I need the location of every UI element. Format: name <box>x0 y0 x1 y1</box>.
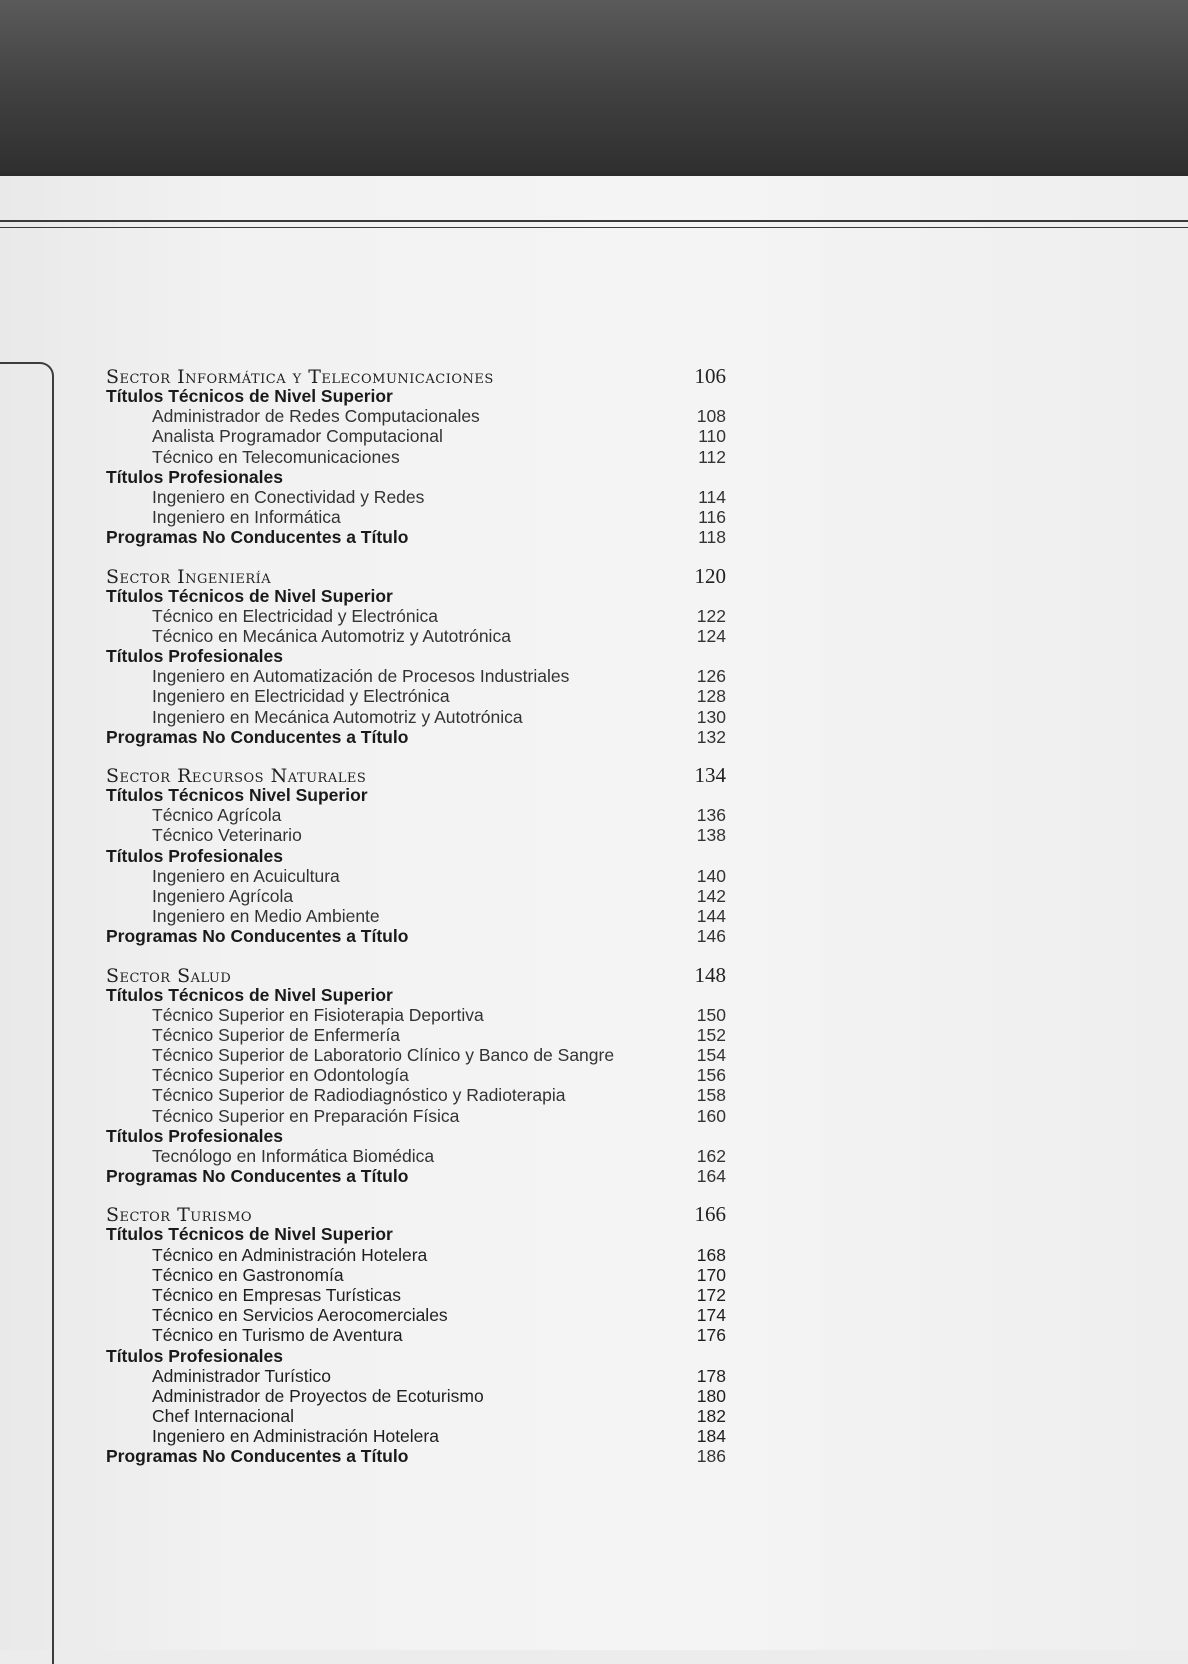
entry-title: Técnico Superior de Laboratorio Clínico y Banco de Sangre <box>152 1045 615 1066</box>
entry-title: Ingeniero en Administración Hotelera <box>152 1426 439 1447</box>
toc-entry <box>106 666 726 686</box>
entry-page-number: 162 <box>696 1146 726 1166</box>
entry-title: Administrador Turístico <box>152 1365 331 1386</box>
entry-title: Técnico en Servicios Aerocomerciales <box>152 1305 448 1326</box>
toc-entry <box>106 1045 726 1065</box>
entry-page-number: 142 <box>696 885 726 906</box>
toc-entry <box>106 866 726 886</box>
entry-page-number: 174 <box>696 1305 726 1326</box>
entry-page-number: 138 <box>696 825 726 846</box>
toc-entry <box>106 1106 726 1126</box>
toc-entry <box>106 1366 726 1386</box>
sector-page-number: 166 <box>694 1202 726 1227</box>
sector-page-number: 120 <box>694 563 726 588</box>
no-conducentes-label: Programas No Conducentes a Título <box>106 527 409 548</box>
entry-page-number: 176 <box>696 1325 726 1346</box>
entry-page-number: 108 <box>696 406 726 427</box>
toc-entry <box>106 507 726 527</box>
left-margin-bracket <box>0 362 54 1664</box>
header-rule-thin <box>0 227 1188 228</box>
entry-page-number: 130 <box>696 706 726 727</box>
toc-entry <box>106 906 726 926</box>
no-conducentes-row <box>106 727 726 747</box>
no-conducentes-label: Programas No Conducentes a Título <box>106 926 409 947</box>
toc-entry <box>106 1065 726 1085</box>
entry-page-number: 124 <box>696 625 726 646</box>
toc-entry <box>106 686 726 706</box>
no-conducentes-row <box>106 1166 726 1186</box>
toc-entry <box>106 606 726 626</box>
toc-entry <box>106 1025 726 1045</box>
sector-title: Sector Recursos Naturales <box>106 765 367 787</box>
toc-section <box>106 961 726 1187</box>
toc-entry <box>106 1146 726 1166</box>
toc-entry <box>106 626 726 646</box>
entry-title: Ingeniero en Electricidad y Electrónica <box>152 686 450 707</box>
no-conducentes-page-number: 164 <box>696 1166 726 1187</box>
profesionales-heading: Títulos Profesionales <box>106 1125 283 1146</box>
toc-entry <box>106 487 726 507</box>
entry-page-number: 112 <box>698 446 726 467</box>
toc-entry <box>106 1265 726 1285</box>
entry-title: Ingeniero en Informática <box>152 507 341 528</box>
no-conducentes-row <box>106 926 726 946</box>
profesionales-heading: Títulos Profesionales <box>106 1345 283 1366</box>
entry-title: Técnico en Mecánica Automotriz y Autotrónica <box>152 625 511 646</box>
entry-title: Administrador de Proyectos de Ecoturismo <box>152 1385 484 1406</box>
toc-entry <box>106 1426 726 1446</box>
entry-page-number: 158 <box>696 1085 726 1106</box>
no-conducentes-page-number: 146 <box>696 926 726 947</box>
toc-section <box>106 1200 726 1466</box>
entry-page-number: 126 <box>696 666 726 687</box>
document-page <box>0 176 1188 1650</box>
entry-title: Técnico en Turismo de Aventura <box>152 1325 403 1346</box>
toc-entry <box>106 406 726 426</box>
entry-title: Ingeniero en Mecánica Automotriz y Autotrónica <box>152 706 523 727</box>
toc-entry <box>106 1245 726 1265</box>
entry-page-number: 178 <box>696 1365 726 1386</box>
toc-entry <box>106 447 726 467</box>
entry-title: Tecnólogo en Informática Biomédica <box>152 1146 435 1166</box>
entry-title: Técnico en Gastronomía <box>152 1264 344 1285</box>
entry-title: Analista Programador Computacional <box>152 426 443 447</box>
entry-page-number: 140 <box>696 865 726 886</box>
entry-title: Técnico Superior de Radiodiagnóstico y Radioterapia <box>152 1085 566 1106</box>
entry-page-number: 168 <box>696 1244 726 1265</box>
toc-section <box>106 562 726 748</box>
entry-title: Administrador de Redes Computacionales <box>152 406 480 427</box>
toc-section <box>106 761 726 947</box>
entry-title: Técnico Superior en Preparación Física <box>152 1105 460 1126</box>
entry-page-number: 150 <box>696 1004 726 1025</box>
toc-entry <box>106 426 726 446</box>
entry-page-number: 182 <box>696 1406 726 1427</box>
no-conducentes-page-number: 118 <box>698 527 726 548</box>
entry-title: Ingeniero en Automatización de Procesos Industriales <box>152 666 570 687</box>
toc-entry <box>106 1305 726 1325</box>
entry-title: Ingeniero en Acuicultura <box>152 865 340 886</box>
sector-page-number: 148 <box>694 962 726 987</box>
entry-title: Técnico en Telecomunicaciones <box>152 446 400 467</box>
entry-page-number: 154 <box>696 1045 726 1066</box>
entry-page-number: 160 <box>696 1105 726 1126</box>
sector-title: Sector Ingeniería <box>106 565 272 588</box>
entry-page-number: 116 <box>698 507 726 528</box>
sector-title: Sector Salud <box>106 964 232 987</box>
profesionales-heading: Títulos Profesionales <box>106 845 283 866</box>
sector-title: Sector Informática y Telecomunicaciones <box>106 366 494 388</box>
entry-title: Técnico Superior en Odontología <box>152 1065 409 1086</box>
sector-page-number: 106 <box>694 364 726 388</box>
no-conducentes-label: Programas No Conducentes a Título <box>106 1446 409 1467</box>
entry-page-number: 114 <box>698 486 726 507</box>
no-conducentes-label: Programas No Conducentes a Título <box>106 1166 409 1187</box>
dark-top-band <box>0 0 1188 178</box>
toc-entry <box>106 886 726 906</box>
toc-entry <box>106 1386 726 1406</box>
header-rule <box>0 220 1188 222</box>
profesionales-heading: Títulos Profesionales <box>106 466 283 487</box>
table-of-contents <box>106 362 726 1481</box>
entry-title: Chef Internacional <box>152 1406 295 1427</box>
entry-title: Técnico Superior de Enfermería <box>152 1024 401 1045</box>
no-conducentes-page-number: 132 <box>696 726 726 747</box>
toc-entry <box>106 805 726 825</box>
toc-section <box>106 362 726 548</box>
toc-entry <box>106 1325 726 1345</box>
entry-page-number: 110 <box>698 426 726 447</box>
entry-title: Técnico Agrícola <box>152 805 282 826</box>
no-conducentes-page-number: 186 <box>696 1446 726 1467</box>
no-conducentes-label: Programas No Conducentes a Título <box>106 726 409 747</box>
toc-entry <box>106 1406 726 1426</box>
entry-page-number: 144 <box>696 906 726 927</box>
tecnicos-heading: Títulos Técnicos de Nivel Superior <box>106 386 393 406</box>
entry-page-number: 180 <box>696 1385 726 1406</box>
toc-entry <box>106 1285 726 1305</box>
tecnicos-heading: Títulos Técnicos de Nivel Superior <box>106 1224 393 1245</box>
entry-title: Técnico en Administración Hotelera <box>152 1244 428 1265</box>
toc-entry <box>106 1085 726 1105</box>
entry-page-number: 128 <box>696 686 726 707</box>
entry-title: Técnico Veterinario <box>152 825 302 846</box>
entry-title: Técnico en Electricidad y Electrónica <box>152 605 438 626</box>
entry-title: Ingeniero en Medio Ambiente <box>152 906 380 927</box>
entry-title: Ingeniero en Conectividad y Redes <box>152 486 425 507</box>
entry-page-number: 152 <box>696 1024 726 1045</box>
entry-page-number: 172 <box>696 1284 726 1305</box>
entry-title: Ingeniero Agrícola <box>152 885 294 906</box>
entry-page-number: 122 <box>696 605 726 626</box>
entry-page-number: 184 <box>696 1426 726 1447</box>
entry-title: Técnico en Empresas Turísticas <box>152 1284 401 1305</box>
toc-entry <box>106 825 726 845</box>
tecnicos-heading: Títulos Técnicos de Nivel Superior <box>106 585 393 606</box>
toc-entry <box>106 1005 726 1025</box>
entry-page-number: 156 <box>696 1065 726 1086</box>
profesionales-heading: Títulos Profesionales <box>106 646 283 667</box>
entry-page-number: 136 <box>696 805 726 826</box>
sector-title: Sector Turismo <box>106 1204 253 1227</box>
tecnicos-heading: Títulos Técnicos Nivel Superior <box>106 785 368 805</box>
no-conducentes-row <box>106 1446 726 1466</box>
entry-title: Técnico Superior en Fisioterapia Deportiva <box>152 1004 484 1025</box>
toc-entry <box>106 707 726 727</box>
tecnicos-heading: Títulos Técnicos de Nivel Superior <box>106 984 393 1005</box>
sector-page-number: 134 <box>694 763 726 787</box>
no-conducentes-row <box>106 527 726 547</box>
entry-page-number: 170 <box>696 1264 726 1285</box>
